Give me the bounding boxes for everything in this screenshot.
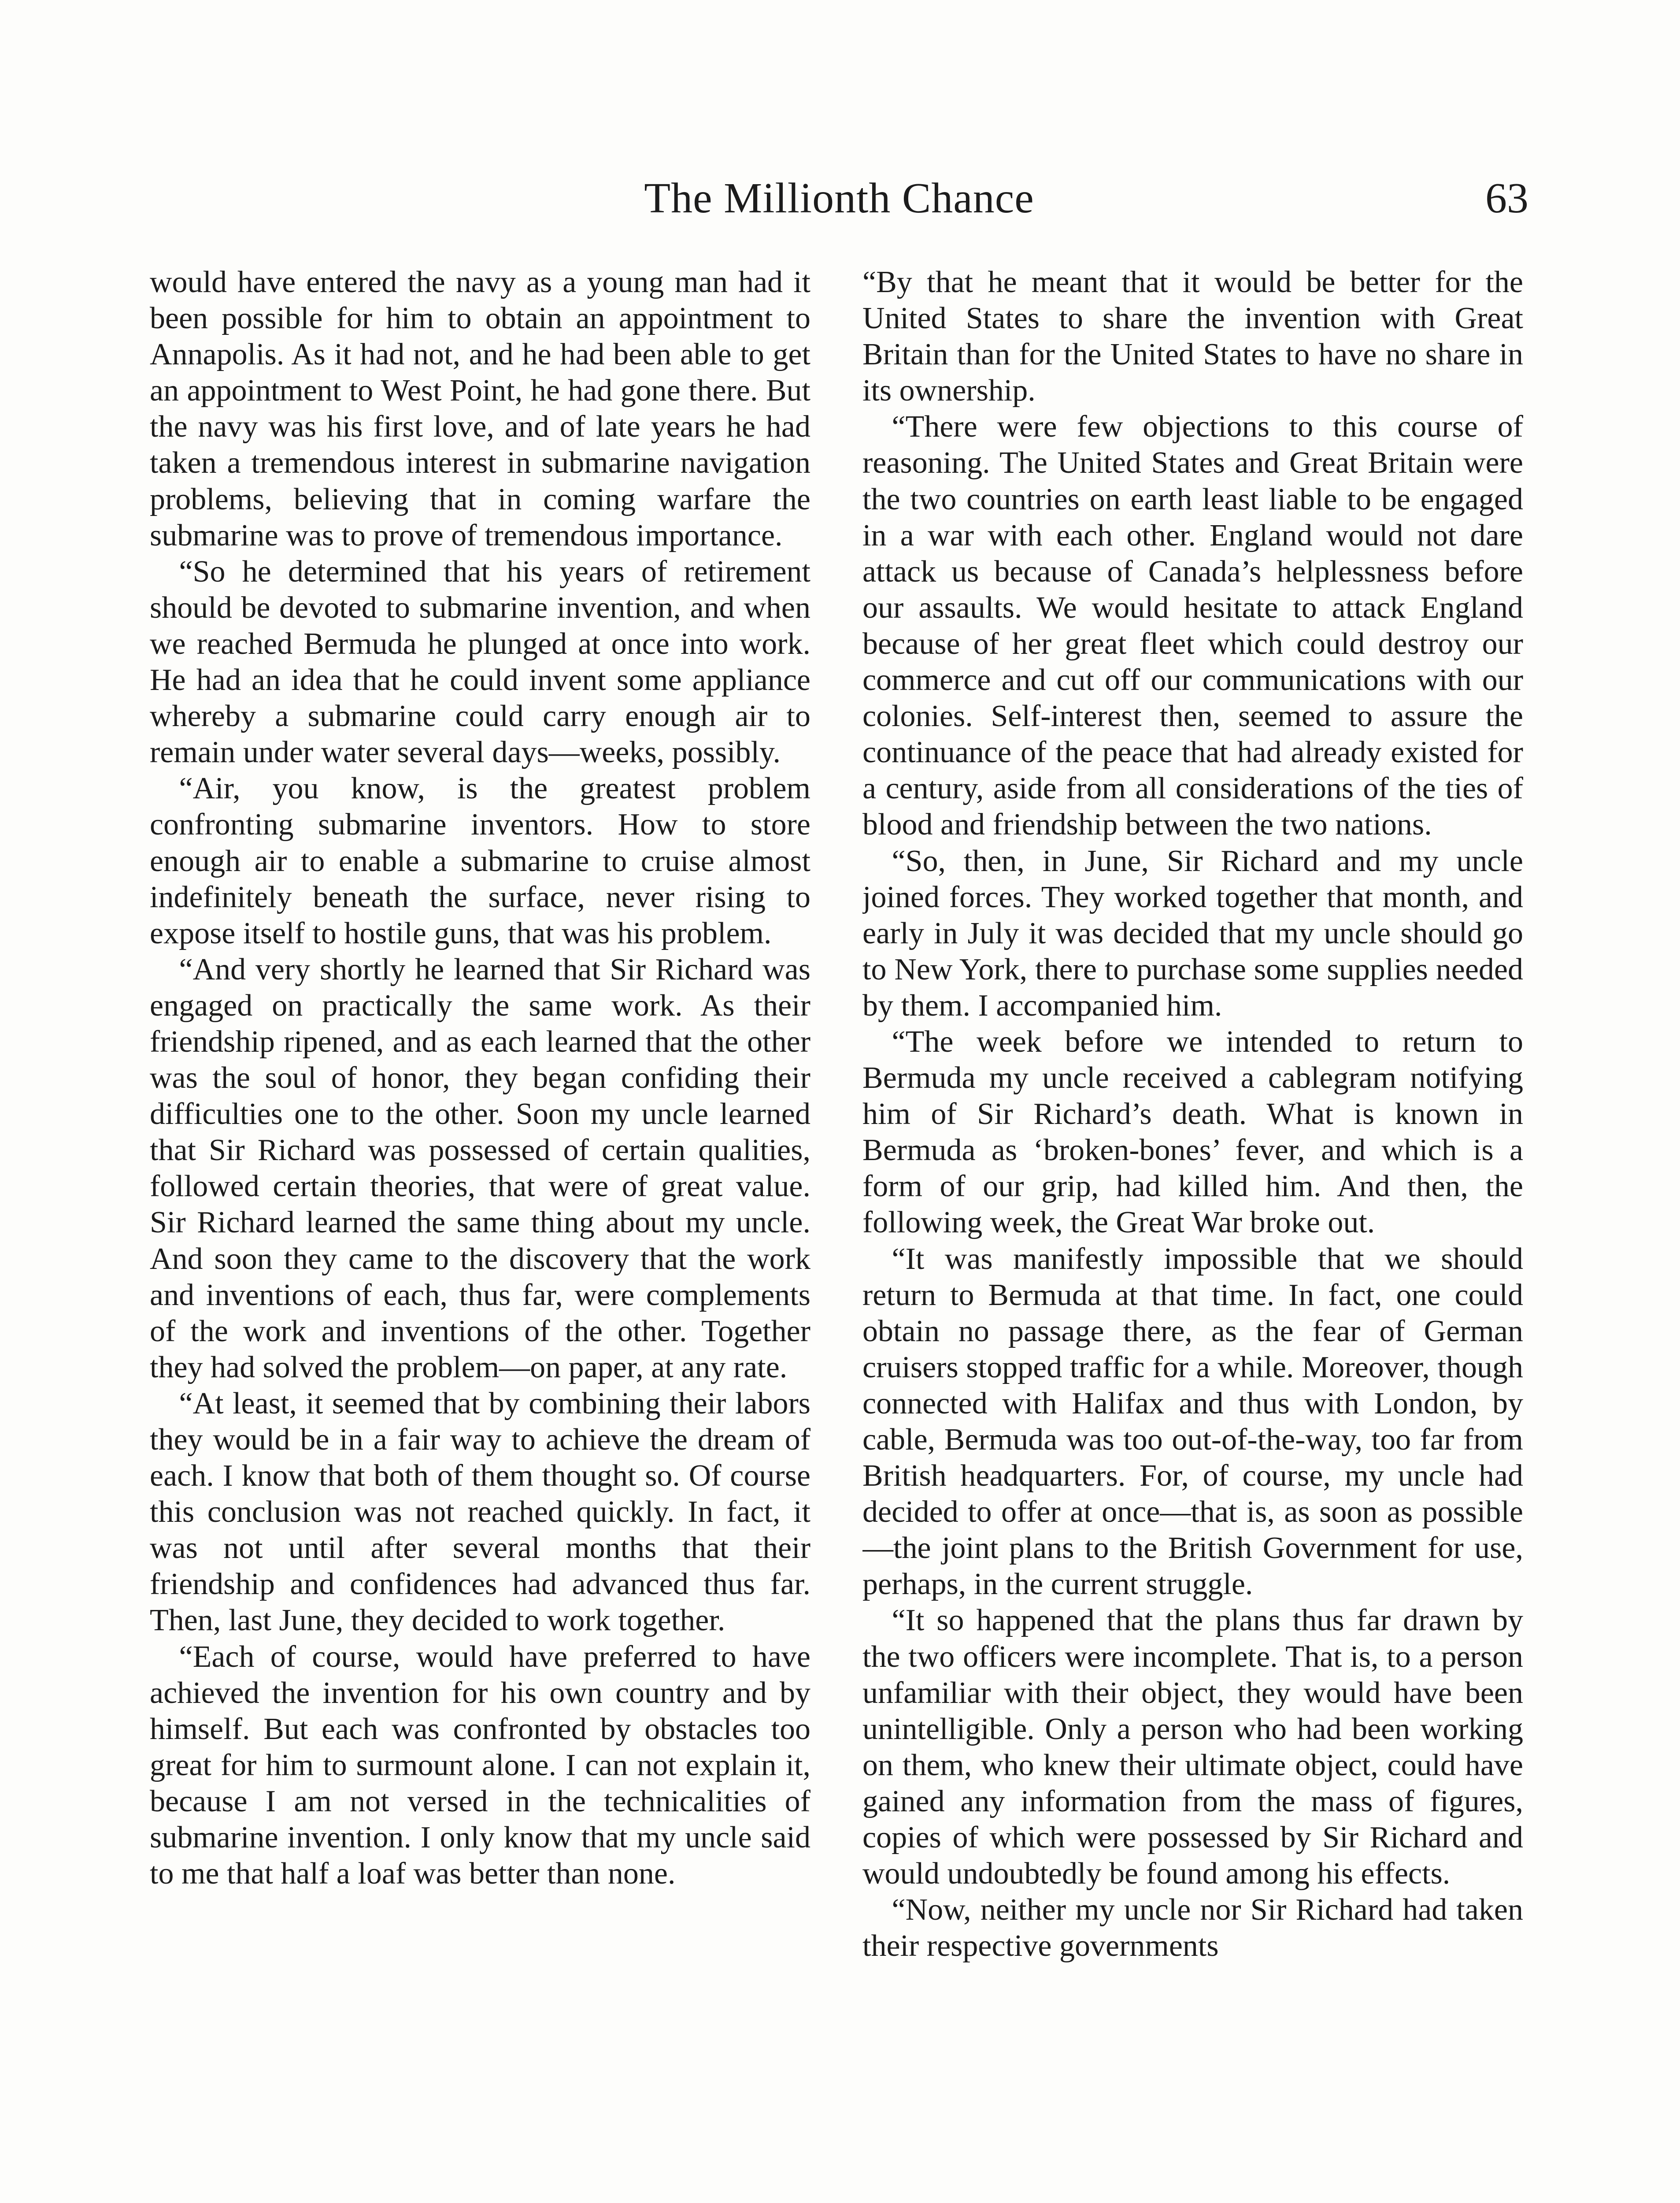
paragraph: “By that he meant that it would be better for the United States to share the invention with Great Britain than for the United States to have no share in its ownership. [862,265,1523,408]
paragraph: “Air, you know, is the greatest problem confronting submarine inventors. How to store enough air to enable a submarine to cruise almost indefinitely beneath the surface, never rising to expose itself to hostile guns, that was his problem. [150,771,810,950]
paragraph: “The week before we intended to return to Bermuda my uncle received a cablegram notifying him of Sir Richard’s death. What is known in Bermuda as ‘broken-bones’ fever, and which is a form of our grip, had killed him. And then, the following week, the Great War broke out. [862,1024,1523,1240]
paragraph: “There were few objections to this course of reasoning. The United States and Great Britain were the two countries on earth least liable to be engaged in a war with each other. England would not dare attack us because of Canada’s helplessness before our assaults. We would hesitate to attack England because of her great fleet which could destroy our commerce and cut off our communications with our colonies. Self-interest then, seemed to assure the continuance of the peace that had already existed for a century, aside from all considerations of the ties of blood and friendship between the two nations. [862,410,1523,842]
running-header [150,170,1528,227]
paragraph: “Now, neither my uncle nor Sir Richard had taken their respective governments [862,1893,1523,1963]
paragraph: “It was manifestly impossible that we should return to Bermuda at that time. In fact, one could obtain no passage there, as the fear of German cruisers stopped traffic for a while. Moreover, though connected with Halifax and thus with London, by cable, Bermuda was too out-of-the-way, too far from British headquarters. For, of course, my uncle had decided to offer at once—that is, as soon as possible—the joint plans to the British Government for use, perhaps, in the current struggle. [862,1242,1523,1602]
running-title: The Millionth Chance [644,174,1034,222]
paragraph: “At least, it seemed that by combining their labors they would be in a fair way to achieve the dream of each. I know that both of them thought so. Of course this conclusion was not reached quickly. In fact, it was not until after several months that their friendship and confidences had advanced thus far. Then, last June, they decided to work together. [150,1386,810,1638]
paragraph: “So, then, in June, Sir Richard and my uncle joined forces. They worked together that month, and early in July it was decided that my uncle should go to New York, there to purchase some supplies needed by them. I accompanied him. [862,844,1523,1023]
paragraph: “It so happened that the plans thus far drawn by the two officers were incomplete. That is, to a person unfamiliar with their object, they would have been unintelligible. Only a person who had been working on them, who knew their ultimate object, could have gained any information from the mass of figures, copies of which were possessed by Sir Richard and would undoubtedly be found among his effects. [862,1603,1523,1891]
paragraph: would have entered the navy as a young man had it been possible for him to obtain an appointment to Annapolis. As it had not, and he had been able to get an appointment to West Point, he had gone there. But the navy was his first love, and of late years he had taken a tremendous interest in submarine navigation problems, believing that in coming warfare the submarine was to prove of tremendous importance. [150,265,810,553]
left-column [150,264,810,2203]
right-column [862,264,1523,2203]
paragraph: “Each of course, would have preferred to have achieved the invention for his own country and by himself. But each was confronted by obstacles too great for him to surmount alone. I can not explain it, because I am not versed in the technicalities of submarine invention. I only know that my uncle said to me that half a loaf was better than none. [150,1639,810,1891]
paragraph: “So he determined that his years of retirement should be devoted to submarine invention, and when we reached Bermuda he plunged at once into work. He had an idea that he could invent some appliance whereby a submarine could carry enough air to remain under water several days—weeks, possibly. [150,554,810,770]
page-number: 63 [1485,174,1528,222]
paragraph: “And very shortly he learned that Sir Richard was engaged on practically the same work. As their friendship ripened, and as each learned that the other was the soul of honor, they began confiding their difficulties one to the other. Soon my uncle learned that Sir Richard was possessed of certain qualities, followed certain theories, that were of great value. Sir Richard learned the same thing about my uncle. And soon they came to the discovery that the work and inventions of each, thus far, were complements of the work and inventions of the other. Together they had solved the problem—on paper, at any rate. [150,952,810,1384]
